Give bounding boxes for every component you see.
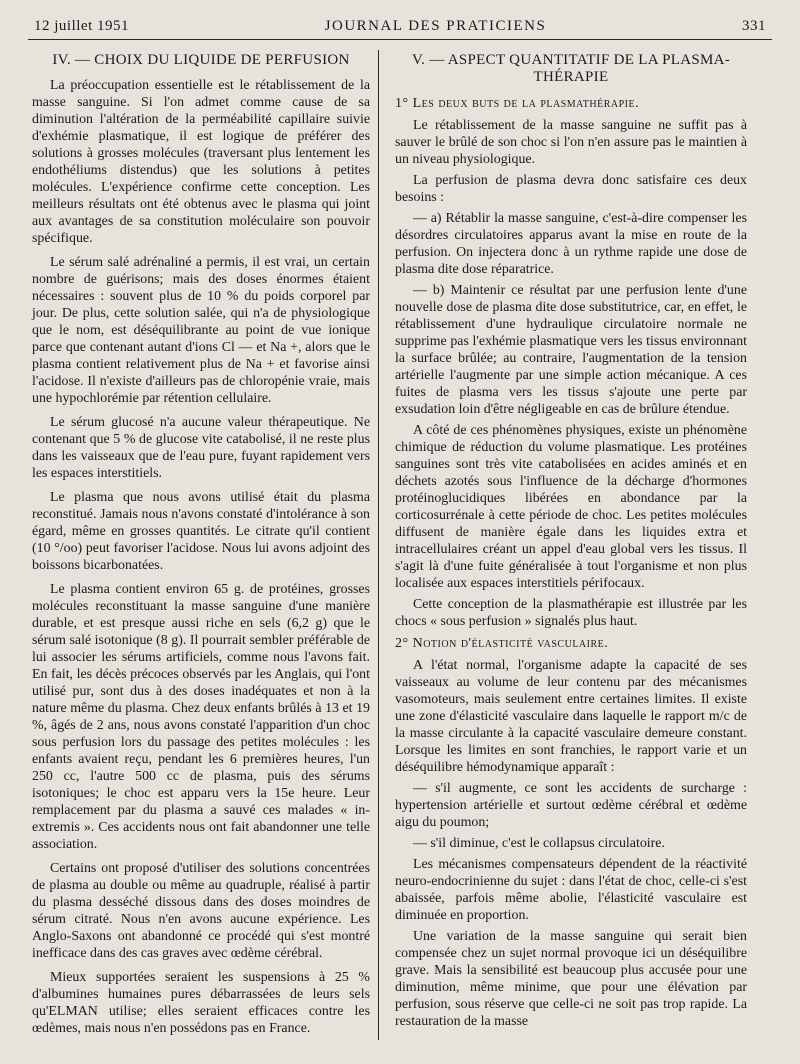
right-paragraph: — s'il augmente, ce sont les accidents de surcharge : hypertension artérielle et surtout œdème cérébral et œdème aigu du poumon; <box>395 781 747 830</box>
right-paragraph: — s'il diminue, c'est le collapsus circulatoire. <box>413 836 665 851</box>
right-paragraph: Cette conception de la plasmathérapie est illustrée par les chocs « sous perfusion » signalés plus haut. <box>395 597 747 629</box>
right-paragraph: Le rétablissement de la masse sanguine ne suffit pas à sauver le brûlé de son choc si l'on n'en assure pas le maintien à un niveau physiologique. <box>395 118 747 167</box>
right-paragraph: — b) Maintenir ce résultat par une perfusion lente d'une nouvelle dose de plasma dite dose substitutrice, car, en effet, le rétablissement d'une hydraulique circulatoire normale ne supprime pas l'exhémie plasmatique vers les tissus environnant la surface brûlée; au contraire, l'augmentation de la tension artérielle l'augmente par une simple action mécanique. A ces fuites de plasma vers les tissus s'ajoute une perte par exsudation loin d'être négligeable en cas de brûlure étendue. <box>395 283 747 417</box>
right-paragraph: A côté de ces phénomènes physiques, existe un phénomène chimique de réduction du volume plasmatique. Les protéines sanguines sont très vite catabolisées en acides aminés et en déchets azotés sous l'influence de la décharge d'hormones protéinoglucidiques libérées en abondance par la corticosurrénale à cette période de choc. Les petites molécules diffusent de manière égale dans les liquides extra et intracellulaires créant un appel d'eau global vers les tissus. Il s'agit là d'une fuite généralisée à tout l'organisme et non plus localisée aux espaces interstitiels périfocaux. <box>395 423 747 591</box>
right-column <box>379 40 751 1040</box>
left-paragraph: Le plasma contient environ 65 g. de protéines, grosses molécules reconstituant la masse sanguine d'une manière durable, et est presque aussi riche en sels (6,2 g) que le sérum salé isotonique (8 g). Il pourrait sembler préférable de lui associer les sérums artificiels, comme nous l'avons fait. En fait, les décès précoces observés par les Anglais, qui l'ont utilisé pur, sont dus à des doses inadéquates et non à la nature même du plasma. Chez deux enfants brûlés à 13 et 19 %, âgés de 2 ans, nous avons constaté l'apparition d'un choc sous perfusion lors du passage des petites molécules : les enfants avaient reçu, pendant les 6 premières heures, l'un 250 cc, l'autre 500 cc de plasma, puis des sérums isotoniques; le choc est apparu vers la 15e heure. Leur remplacement par du plasma a sauvé ces malades « in-extremis ». Ces accidents nous ont fait abandonner une telle association. <box>32 582 370 852</box>
left-paragraph: Mieux supportées seraient les suspensions à 25 % d'albumines humaines pures débarrassées de leurs sels qu'ELMAN utilise; elles seraient efficaces contre les œdèmes, mais nous n'en possédons pas en France. <box>32 970 370 1036</box>
subsection-1-heading <box>395 94 747 112</box>
right-paragraph: Une variation de la masse sanguine qui serait bien compensée chez un sujet normal provoque ici un déséquilibre grave. Mais la sensibilité est beaucoup plus accusée pour une diminution, même minime, que pour une élévation par perfusion, sous réserve que celle-ci ne soit pas trop rapide. La restauration de la masse <box>395 929 747 1029</box>
section-v-heading <box>395 52 747 86</box>
section-iv-heading: IV. — CHOIX DU LIQUIDE DE PERFUSION <box>52 52 350 68</box>
subsection-2-heading <box>395 634 747 652</box>
left-column <box>28 40 378 1040</box>
page-number: 331 <box>741 18 766 34</box>
running-header <box>28 10 772 39</box>
two-column-body <box>28 40 772 1040</box>
left-paragraph: La préoccupation essentielle est le rétablissement de la masse sanguine. Si l'on admet comme cause de sa diminution l'altération de la perméabilité capillaire suivie d'exhémie plasmatique, il est logique de préférer des solutions à grosses molécules (traversant plus lentement les endothéliums distendus) que les solutions à petites molécules. L'expérience confirme cette conception. Les meilleurs résultats ont été obtenus avec le plasma qui joint aux avantages de sa constitution moléculaire son pouvoir spécifique. <box>32 78 370 246</box>
right-paragraph: A l'état normal, l'organisme adapte la capacité de ses vaisseaux au volume de leur contenu par des mécanismes vasomoteurs, mais seulement entre certaines limites. Il existe une zone d'élasticité vasculaire dans laquelle le rapport m/c de la masse circulante à la capacité vasculaire demeure constant. Lorsque les limites en sont franchies, le rapport varie et un déséquilibre hémodynamique apparaît : <box>395 658 747 775</box>
subsection-2-title: 2° Notion d'élasticité vasculaire. <box>395 636 609 651</box>
right-paragraph: La perfusion de plasma devra donc satisfaire ces deux besoins : <box>395 173 747 205</box>
issue-date: 12 juillet 1951 <box>34 18 129 34</box>
right-paragraph: Les mécanismes compensateurs dépendent de la réactivité neuro-endocrinienne du sujet : dans l'état de choc, celle-ci s'est abaissée, parfois même abolie, l'élasticité vasculaire est diminuée en proportion. <box>395 857 747 923</box>
section-v-heading-line2: THÉRAPIE <box>533 69 609 85</box>
right-paragraph: — a) Rétablir la masse sanguine, c'est-à-dire compenser les désordres circulatoires apparus avant la mise en route de la perfusion. On injectera donc à un rythme rapide une dose de plasma dite dose réparatrice. <box>395 211 747 277</box>
journal-title: JOURNAL DES PRATICIENS <box>324 18 547 34</box>
section-v-heading-line1: V. — ASPECT QUANTITATIF DE LA PLASMA- <box>411 52 731 68</box>
subsection-1-title: 1° Les deux buts de la plasmathérapie. <box>395 96 640 111</box>
left-paragraph: Le sérum salé adrénaliné a permis, il est vrai, un certain nombre de guérisons; mais des doses énormes étaient nécessaires : souvent plus de 10 % du poids corporel par jour. De plus, cette solution salée, qui n'a de physiologique que le nom, est déséquilibrante au point de vue ionique parce que contenant autant d'ions Cl — et Na +, alors que le plasma contient relativement plus de Na + et favorise ainsi l'acidose. Il n'existe d'ailleurs pas de chloropénie vraie, mais une hypochlorémie par rétention cellulaire. <box>32 255 370 406</box>
left-paragraph: Le plasma que nous avons utilisé était du plasma reconstitué. Jamais nous n'avons constaté d'intolérance à son égard, même en grosses quantités. Le citrate qu'il contient (10 °/oo) peut favoriser l'acidose. Nous lui avons adjoint des boissons bicarbonatées. <box>32 490 370 573</box>
left-paragraph: Certains ont proposé d'utiliser des solutions concentrées de plasma au double ou même au quadruple, réalisé à partir du plasma desséché dissous dans des doses moindres de sérum citraté. Nous n'en avons aucune expérience. Les Anglo-Saxons ont abandonné ce procédé qui s'est montré inefficace dans des cas graves avec œdème cérébral. <box>32 861 370 961</box>
left-paragraph: Le sérum glucosé n'a aucune valeur thérapeutique. Ne contenant que 5 % de glucose vite catabolisé, il ne reste plus dans les vaisseaux que de l'eau pure, fuyant rapidement vers les espaces interstitiels. <box>32 415 370 481</box>
